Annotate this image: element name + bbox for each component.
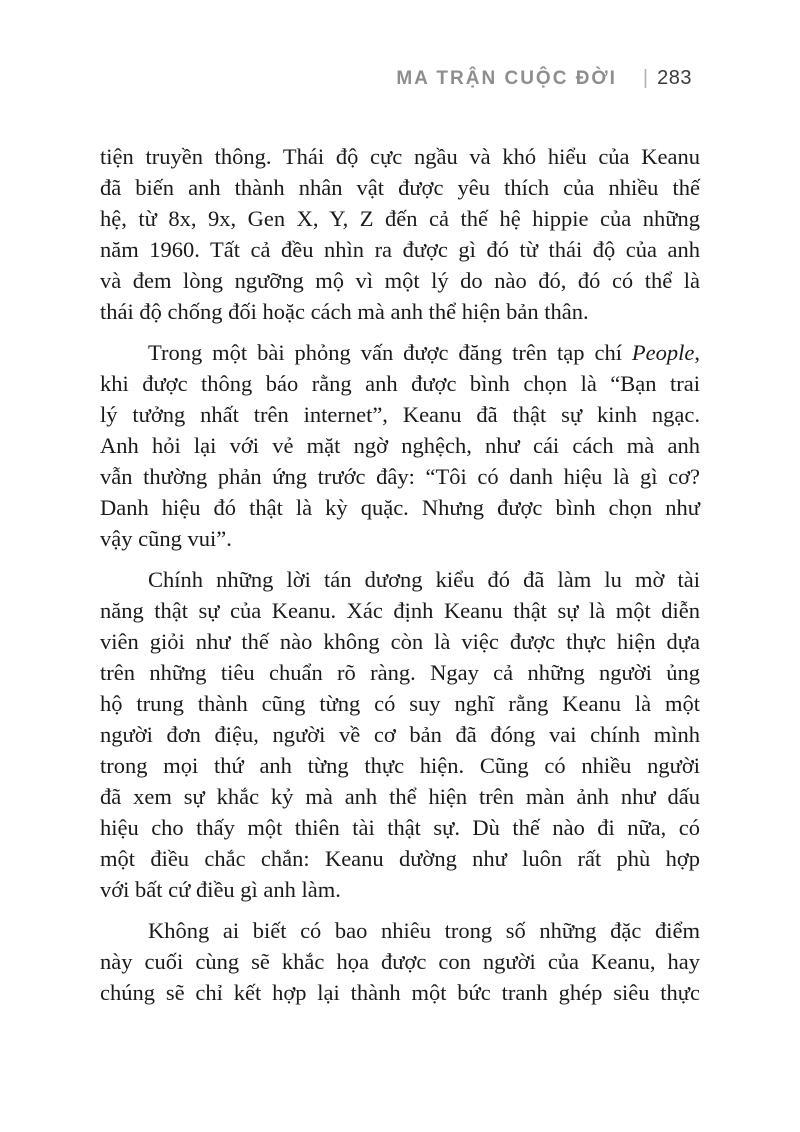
text-line: hệ, từ 8x, 9x, Gen X, Y, Z đến cả thế hệ hippie của những	[100, 206, 700, 231]
text-line: với bất cứ điều gì anh làm.	[100, 877, 341, 902]
text-line: thái độ chống đối hoặc cách mà anh thể hiện bản thân.	[100, 299, 589, 324]
text-line: Danh hiệu đó thật là kỳ quặc. Nhưng được bình chọn như	[100, 495, 700, 520]
paragraph	[100, 905, 700, 1008]
text-line: chúng sẽ chỉ kết hợp lại thành một bức tranh ghép siêu thực	[100, 980, 700, 1005]
text-line: Trong một bài phỏng vấn được đăng trên tạp chí People,	[148, 340, 700, 365]
text-line: hộ trung thành cũng từng có suy nghĩ rằng Keanu là một	[100, 691, 700, 716]
text-line: vẫn thường phản ứng trước đây: “Tôi có danh hiệu là gì cơ?	[100, 464, 700, 489]
text-line: đã biến anh thành nhân vật được yêu thích của nhiều thế	[100, 175, 700, 200]
paragraph	[100, 554, 700, 905]
page-header	[100, 67, 692, 90]
running-title: MA TRẬN CUỘC ĐỜI	[396, 68, 617, 89]
page-number-separator: |	[642, 67, 649, 89]
text-line: năm 1960. Tất cả đều nhìn ra được gì đó từ thái độ của anh	[100, 237, 700, 262]
body-text	[100, 141, 700, 1008]
text-line: Chính những lời tán dương kiểu đó đã làm lu mờ tài	[148, 567, 700, 592]
text-line: khi được thông báo rằng anh được bình chọn là “Bạn trai	[100, 371, 700, 396]
text-line: người đơn điệu, người về cơ bản đã đóng vai chính mình	[100, 722, 700, 747]
paragraph	[100, 327, 700, 554]
text-line: hiệu cho thấy một thiên tài thật sự. Dù thế nào đi nữa, có	[100, 815, 700, 840]
text-line: năng thật sự của Keanu. Xác định Keanu thật sự là một diễn	[100, 598, 700, 623]
text-line: trên những tiêu chuẩn rõ ràng. Ngay cả những người ủng	[100, 660, 700, 685]
text-line: Không ai biết có bao nhiêu trong số những đặc điểm	[148, 918, 700, 943]
paragraph	[100, 141, 700, 327]
text-line: tiện truyền thông. Thái độ cực ngầu và khó hiểu của Keanu	[100, 144, 700, 169]
text-line: viên giỏi như thế nào không còn là việc được thực hiện dựa	[100, 629, 700, 654]
page-number: 283	[657, 67, 692, 89]
italic-text: People	[631, 340, 695, 365]
text-line: này cuối cùng sẽ khắc họa được con người của Keanu, hay	[100, 949, 700, 974]
text-line: vậy cũng vui”.	[100, 526, 232, 551]
text-line: đã xem sự khắc kỷ mà anh thể hiện trên màn ảnh như dấu	[100, 784, 700, 809]
text-line: trong mọi thứ anh từng thực hiện. Cũng có nhiều người	[100, 753, 700, 778]
text-line: một điều chắc chắn: Keanu dường như luôn rất phù hợp	[100, 846, 700, 871]
text-line: và đem lòng ngưỡng mộ vì một lý do nào đó, đó có thể là	[100, 268, 700, 293]
text-line: lý tưởng nhất trên internet”, Keanu đã thật sự kinh ngạc.	[100, 402, 700, 427]
text-line: Anh hỏi lại với vẻ mặt ngờ nghệch, như cái cách mà anh	[100, 433, 700, 458]
